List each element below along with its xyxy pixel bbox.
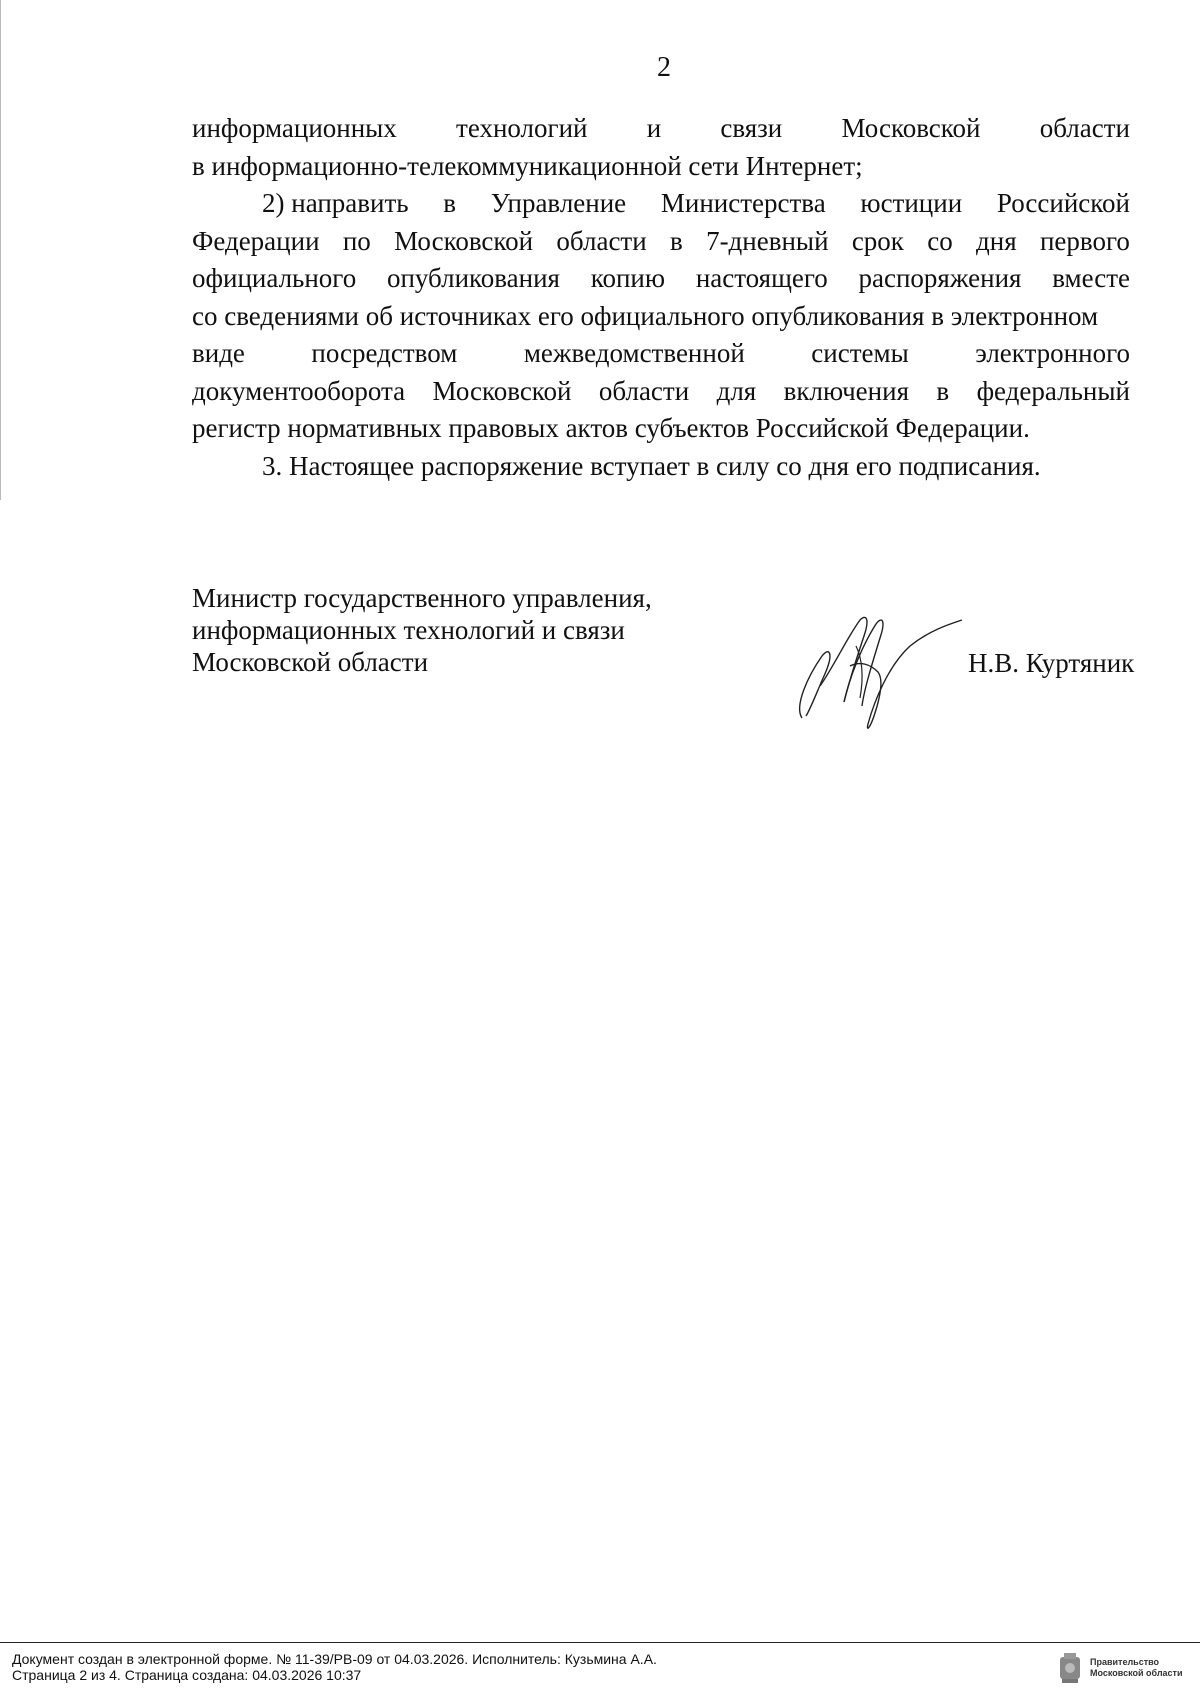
word: в <box>443 188 457 218</box>
word: Российской <box>996 188 1130 218</box>
word: срок <box>851 225 904 256</box>
body-text <box>192 110 1130 485</box>
word: в <box>670 225 683 256</box>
word: электронного <box>975 338 1130 368</box>
text-line <box>192 185 1130 223</box>
word: виде <box>192 338 245 368</box>
text-line <box>192 335 1130 373</box>
word: в <box>936 375 950 406</box>
word: юстиции <box>860 188 963 218</box>
word: дня <box>976 225 1017 256</box>
position-line: Министр государственного управления, <box>192 583 652 613</box>
word: области <box>598 375 690 406</box>
position-line: информационных технологий и связи <box>192 615 625 645</box>
text-line: 3. Настоящее распоряжение вступает в силу со дня его подписания. <box>262 450 1041 481</box>
word: вместе <box>1052 263 1130 293</box>
word: распоряжения <box>858 263 1022 293</box>
word: копию <box>590 263 666 293</box>
word: первого <box>1039 225 1130 256</box>
footer-page-info: Страница 2 из 4. Страница создана: 04.03.2026 10:37 <box>12 1667 362 1683</box>
word: системы <box>811 338 909 368</box>
footer-document-info: Документ создан в электронной форме. № 11-39/РВ-09 от 04.03.2026. Исполнитель: Кузьмина А.А. <box>12 1651 657 1667</box>
word: настоящего <box>695 263 828 293</box>
handwritten-signature <box>790 606 970 736</box>
logo-text-line: Правительство <box>1090 1657 1160 1667</box>
text-line: в информационно-телекоммуникационной сети Интернет; <box>192 150 863 181</box>
word: опубликования <box>386 263 560 293</box>
logo-text-line: Московской области <box>1090 1668 1183 1678</box>
position-line: Московской области <box>192 647 429 677</box>
document-footer <box>0 1642 1200 1699</box>
word: области <box>1039 113 1130 143</box>
word: Московской <box>841 113 981 143</box>
text-line <box>192 110 1130 148</box>
text-line: со сведениями об источниках его официального опубликования в электронном <box>192 300 1099 331</box>
government-logo <box>1052 1649 1192 1689</box>
word: Управление <box>490 188 627 218</box>
logo-text <box>1090 1657 1183 1679</box>
word: для <box>716 375 757 406</box>
word: области <box>556 225 647 256</box>
word: технологий <box>456 113 588 143</box>
word: информационных <box>192 113 397 143</box>
footer-text <box>12 1651 657 1683</box>
word: по <box>342 225 371 256</box>
text-line <box>192 260 1130 298</box>
word: документооборота <box>192 375 406 406</box>
word: Федерации <box>192 225 320 256</box>
word: межведомственной <box>523 338 745 368</box>
text-line: регистр нормативных правовых актов субъектов Российской Федерации. <box>192 413 1030 443</box>
word: включения <box>783 375 909 406</box>
signatory-name: Н.В. Куртяник <box>968 648 1135 678</box>
text-line <box>192 373 1130 411</box>
word: официального <box>192 263 357 293</box>
text-line <box>192 223 1130 261</box>
word: Московской <box>394 225 534 256</box>
word: посредством <box>311 338 458 368</box>
word: связи <box>720 113 783 143</box>
word: 7-дневный <box>706 225 829 256</box>
word: 2) направить <box>262 188 409 218</box>
word: Министерства <box>660 188 826 218</box>
word: Московской <box>432 375 572 406</box>
page-number: 2 <box>657 52 671 83</box>
word: и <box>646 113 662 143</box>
coat-of-arms-icon <box>1058 1651 1082 1685</box>
word: со <box>927 225 953 256</box>
word: федеральный <box>976 375 1130 406</box>
signatory-position <box>192 582 652 678</box>
